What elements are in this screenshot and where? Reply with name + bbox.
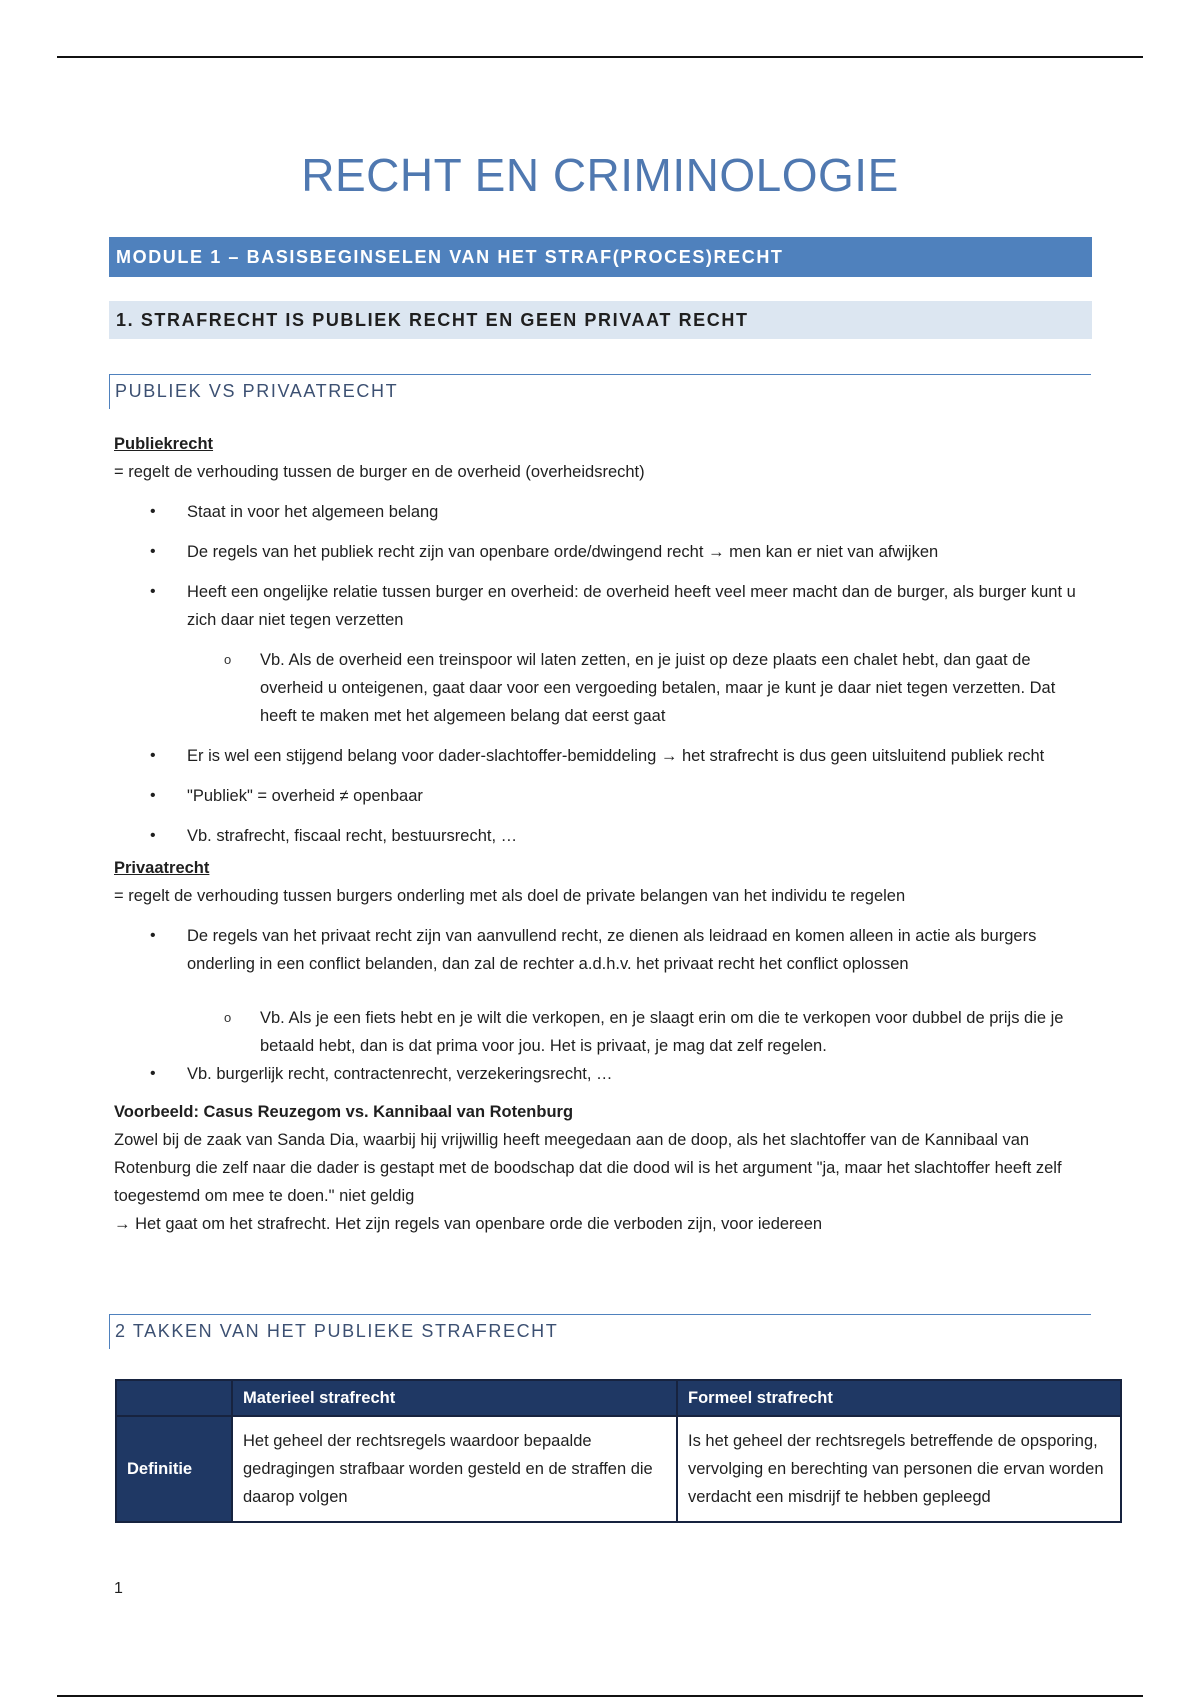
list-item: • Vb. burgerlijk recht, contractenrecht, verzekeringsrecht, … bbox=[114, 1060, 1084, 1088]
list-item: • De regels van het publiek recht zijn van openbare orde/dwingend recht → men kan er niet van afwijken bbox=[114, 538, 1084, 566]
table-row bbox=[116, 1416, 1121, 1522]
strafrecht-definitions-table bbox=[115, 1379, 1122, 1523]
table-cell-formeel: Is het geheel der rechtsregels betreffende de opsporing, vervolging en berechting van personen die ervan worden verdacht een misdrijf te hebben gepleegd bbox=[677, 1416, 1121, 1522]
list-item: • Vb. strafrecht, fiscaal recht, bestuursrecht, … bbox=[114, 822, 1084, 850]
voorbeeld-heading: Voorbeeld: Casus Reuzegom vs. Kannibaal van Rotenburg bbox=[114, 1103, 574, 1121]
voorbeeld-conclusion: → Het gaat om het strafrecht. Het zijn regels van openbare orde die verboden zijn, voor iedereen bbox=[114, 1215, 823, 1233]
sub-list-item: o Vb. Als de overheid een treinspoor wil laten zetten, en je juist op deze plaats een chalet hebt, dan gaat de overheid u onteigenen, gaat daar voor een vergoeding betalen, maar je kunt je daar niet tegen verzetten. Dat heeft te maken met het algemeen belang dat eerst gaat bbox=[114, 646, 1084, 730]
privaatrecht-heading: Privaatrecht bbox=[114, 859, 210, 877]
publiekrecht-heading: Publiekrecht bbox=[114, 435, 214, 453]
top-rule bbox=[57, 56, 1143, 58]
voorbeeld-text: Zowel bij de zaak van Sanda Dia, waarbij hij vrijwillig heeft meegedaan aan de doop, als het slachtoffer van de Kannibaal van Rotenburg die zelf naar die dader is gestapt met de boodschap dat die dood wil is het argument "ja, maar het slachtoffer heeft zelf toegestemd om mee te doen." niet geldig bbox=[114, 1131, 1062, 1205]
document-title: RECHT EN CRIMINOLOGIE bbox=[301, 149, 899, 201]
subheading-publiek-vs-privaat: PUBLIEK VS PRIVAATRECHT bbox=[109, 374, 1091, 409]
table-header-materieel: Materieel strafrecht bbox=[232, 1380, 677, 1416]
list-item: • Er is wel een stijgend belang voor dader-slachtoffer-bemiddeling → het strafrecht is dus geen uitsluitend publiek recht bbox=[114, 742, 1084, 770]
table-header-formeel: Formeel strafrecht bbox=[677, 1380, 1121, 1416]
list-item: • Heeft een ongelijke relatie tussen burger en overheid: de overheid heeft veel meer macht dan de burger, als burger kunt u zich daar niet tegen verzetten bbox=[114, 578, 1084, 634]
page-number: 1 bbox=[114, 1580, 123, 1597]
list-item: • "Publiek" = overheid ≠ openbaar bbox=[114, 782, 1084, 810]
publiekrecht-definition: = regelt de verhouding tussen de burger en de overheid (overheidsrecht) bbox=[114, 463, 645, 481]
bottom-rule bbox=[57, 1695, 1143, 1697]
list-item: • Staat in voor het algemeen belang bbox=[114, 498, 1084, 526]
table-cell-materieel: Het geheel der rechtsregels waardoor bepaalde gedragingen strafbaar worden gesteld en de straffen die daarop volgen bbox=[232, 1416, 677, 1522]
section-heading: 1. STRAFRECHT IS PUBLIEK RECHT EN GEEN PRIVAAT RECHT bbox=[109, 301, 1092, 339]
list-item: • De regels van het privaat recht zijn van aanvullend recht, ze dienen als leidraad en komen alleen in actie als burgers onderling in een conflict belanden, dan zal de rechter a.d.h.v. het privaat recht het conflict oplossen bbox=[114, 922, 1084, 978]
module-heading: MODULE 1 – BASISBEGINSELEN VAN HET STRAF(PROCES)RECHT bbox=[109, 237, 1092, 277]
sub-list-item: o Vb. Als je een fiets hebt en je wilt die verkopen, en je slaagt erin om die te verkopen voor dubbel de prijs die je betaald hebt, dan is dat prima voor jou. Het is privaat, je mag dat zelf regelen. bbox=[114, 1004, 1084, 1060]
table-header-empty bbox=[116, 1380, 232, 1416]
subheading-takken-strafrecht: 2 TAKKEN VAN HET PUBLIEKE STRAFRECHT bbox=[109, 1314, 1091, 1349]
publiek-privaat-content bbox=[114, 430, 1084, 1238]
table-header-row bbox=[116, 1380, 1121, 1416]
privaatrecht-definition: = regelt de verhouding tussen burgers onderling met als doel de private belangen van het individu te regelen bbox=[114, 887, 906, 905]
table-row-label: Definitie bbox=[116, 1416, 232, 1522]
